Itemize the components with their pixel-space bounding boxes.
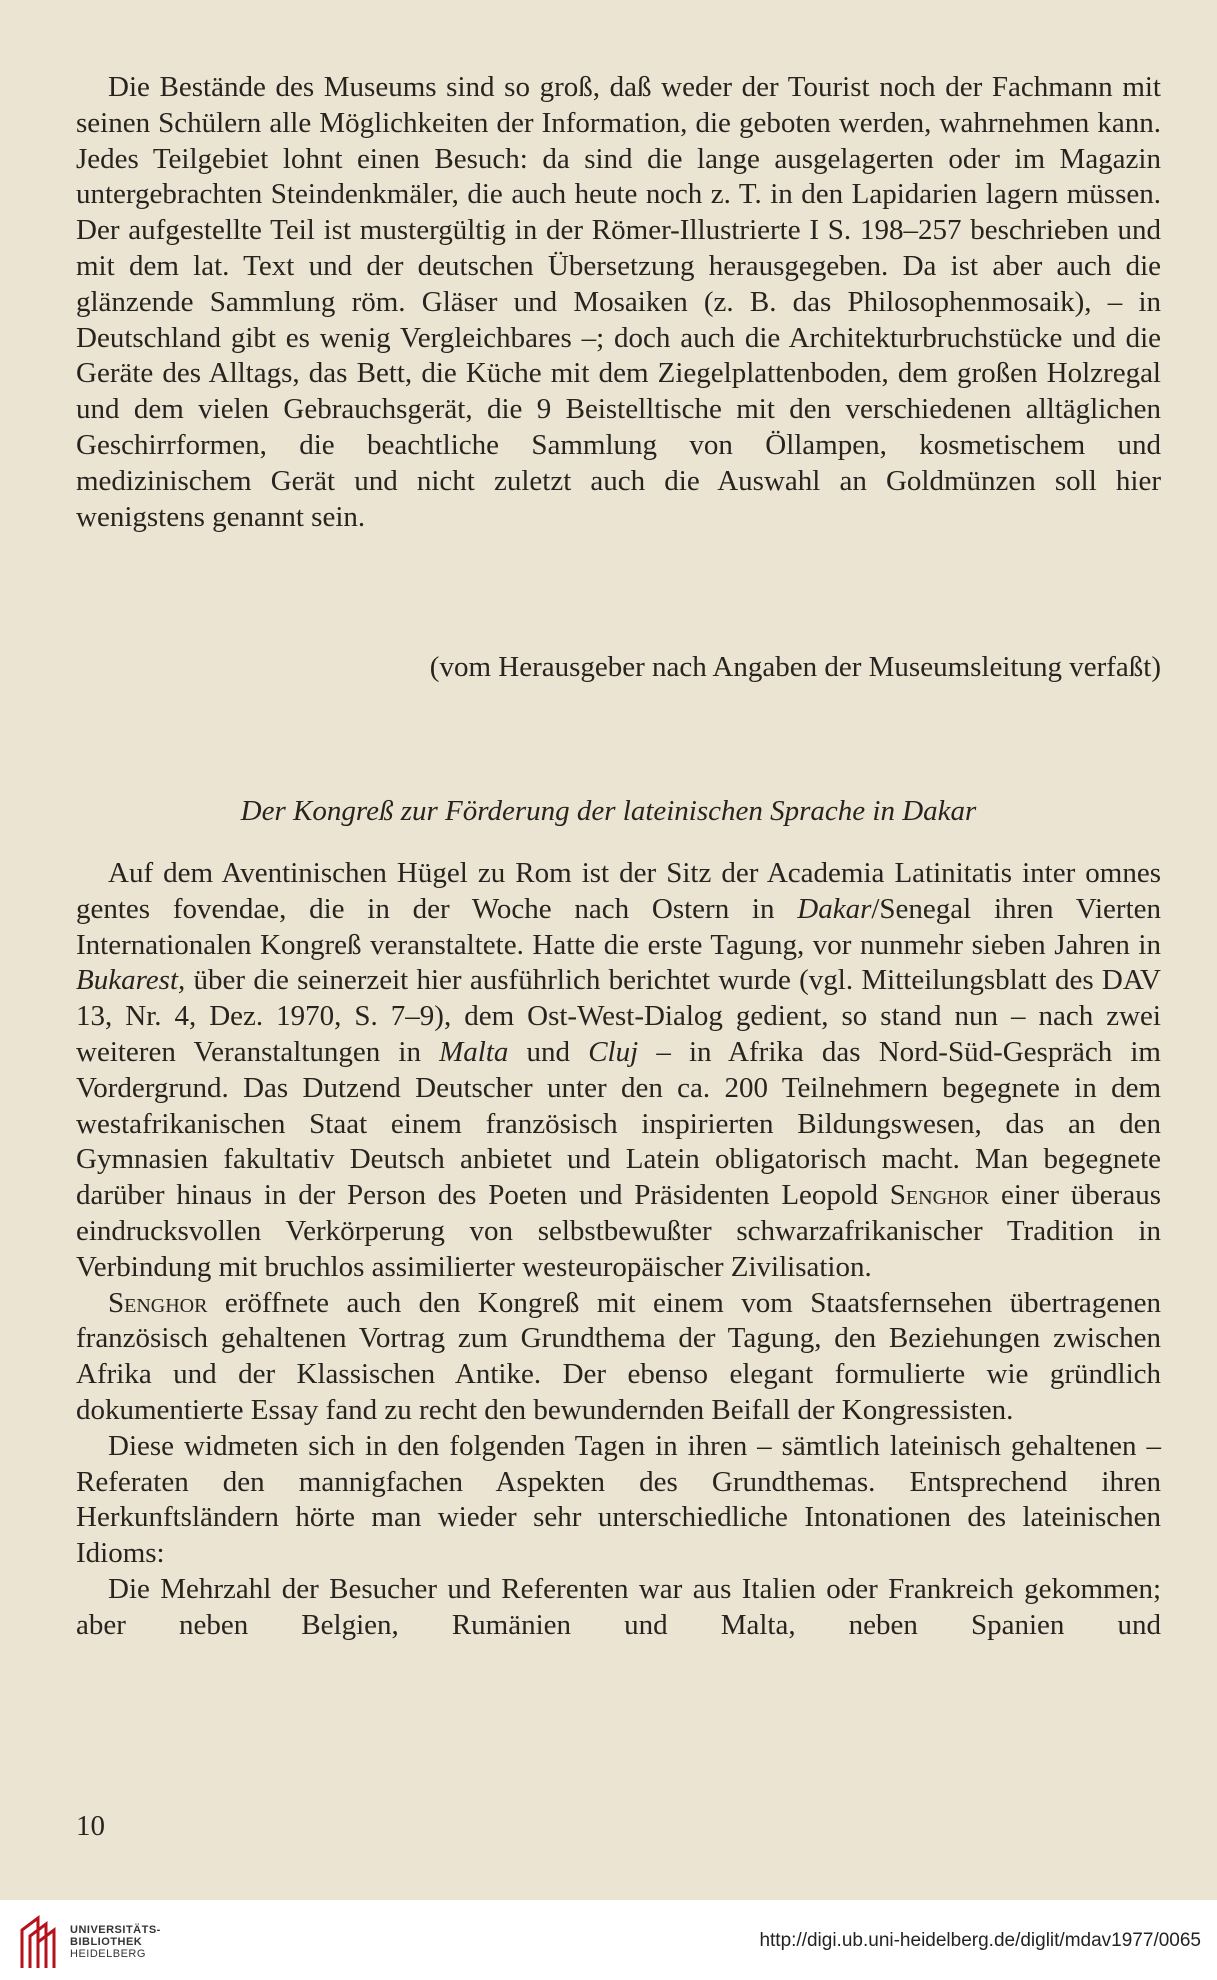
- museum-paragraph: Die Bestände des Museums sind so groß, daß weder der Tourist noch der Fachmann mit seinen Schülern alle Möglichkeiten der Information, die geboten werden, wahrnehmen kann. Jedes Teilgebiet lohnt einen Besuch: da sind die lange ausgelagerten oder im Magazin untergebrachten Steindenkmäler, die auch heute noch z. T. in den Lapidarien lagern müssen. Der aufgestellte Teil ist mustergültig in der Römer-Illustrierte I S. 198–257 beschrieben und mit dem lat. Text und der deutschen Übersetzung herausgegeben. Da ist aber auch die glänzende Sammlung röm. Gläser und Mosaiken (z. B. das Philosophenmosaik), – in Deutschland gibt es wenig Vergleichbares –; doch auch die Architekturbruchstücke und die Geräte des Alltags, das Bett, die Küche mit dem Ziegelplattenboden, dem großen Holzregal und dem vielen Gebrauchsgerät, die 9 Beistelltische mit den verschiedenen alltäglichen Geschirrformen, die beachtliche Sammlung von Öllampen, kosmetischem und medizinischem Gerät und nicht zuletzt auch die Auswahl an Goldmünzen soll hier wenigstens genannt sein.: [76, 71, 1161, 533]
- place-bukarest: Bukarest,: [76, 964, 186, 997]
- footer-bar: [0, 1900, 1217, 1980]
- place-cluj: Cluj: [588, 1035, 639, 1068]
- source-url-link[interactable]: http://digi.ub.uni-heidelberg.de/diglit/mdav1977/0065: [759, 1930, 1201, 1951]
- attribution-line: (vom Herausgeber nach Angaben der Museumsleitung verfaßt): [429, 651, 1161, 683]
- university-library-logo-icon: [16, 1912, 62, 1970]
- article-heading: Der Kongreß zur Förderung der lateinischen Sprache in Dakar: [240, 795, 977, 827]
- place-dakar: Dakar: [797, 892, 872, 925]
- museum-article: [76, 70, 1161, 535]
- congress-paragraph-3: Diese widmeten sich in den folgenden Tagen in ihren – sämtlich lateinisch gehaltenen – Referaten den mannigfachen Aspekten des Grundthemas. Entsprechend ihren Herkunftsländern hörte man wieder sehr unterschiedliche Intonationen des lateinischen Idioms:: [76, 1429, 1161, 1570]
- congress-paragraph-4: Die Mehrzahl der Besucher und Referenten war aus Italien oder Frankreich gekommen; aber neben Belgien, Rumänien und Malta, neben Spanien und: [76, 1572, 1161, 1641]
- library-name: UNIVERSITÄTS- BIBLIOTHEK HEIDELBERG: [70, 1924, 161, 1960]
- congress-paragraph-2: Senghor eröffnete auch den Kongreß mit einem vom Staatsfernsehen übertragenen französisch gehaltenen Vortrag zum Grundthema der Tagung, den Beziehungen zwischen Afrika und der Klassischen Antike. Der ebenso elegant formulierte wie gründlich dokumentierte Essay fand zu recht den bewundernden Beifall der Kongressisten.: [76, 1286, 1161, 1426]
- person-senghor: Senghor: [889, 1179, 990, 1212]
- congress-article: [76, 856, 1161, 1644]
- person-senghor-2: Senghor: [108, 1286, 208, 1319]
- place-malta: Malta: [439, 1035, 509, 1068]
- page-number: 10: [76, 1810, 105, 1842]
- congress-paragraph-1: Auf dem Aventinischen Hügel zu Rom ist der Sitz der Academia Latinitatis inter omnes gentes fovendae, die in der Woche nach Ostern in Dakar/Senegal ihren Vierten Internationalen Kongreß veranstaltete. Hatte die erste Tagung, vor nunmehr sieben Jahren in Bukarest, über die seinerzeit hier ausführlich berichtet wurde (vgl. Mitteilungsblatt des DAV 13, Nr. 4, Dez. 1970, S. 7–9), dem Ost-West-Dialog gedient, so stand nun – nach zwei weiteren Veranstaltungen in Malta und Cluj – in Afrika das Nord-Süd-Gespräch im Vordergrund. Das Dutzend Deutscher unter den ca. 200 Teilnehmern begegnete in dem westafrikanischen Staat einem französisch inspirierten Bildungswesen, das an den Gymnasien fakultativ Deutsch anbietet und Latein obligatorisch macht. Man begegnete darüber hinaus in der Person des Poeten und Präsidenten Leopold Senghor einer überaus eindrucksvollen Verkörperung von selbstbewußter schwarzafrikanischer Tradition in Verbindung mit bruchlos assimilierter westeuropäischer Zivilisation.: [76, 857, 1161, 1283]
